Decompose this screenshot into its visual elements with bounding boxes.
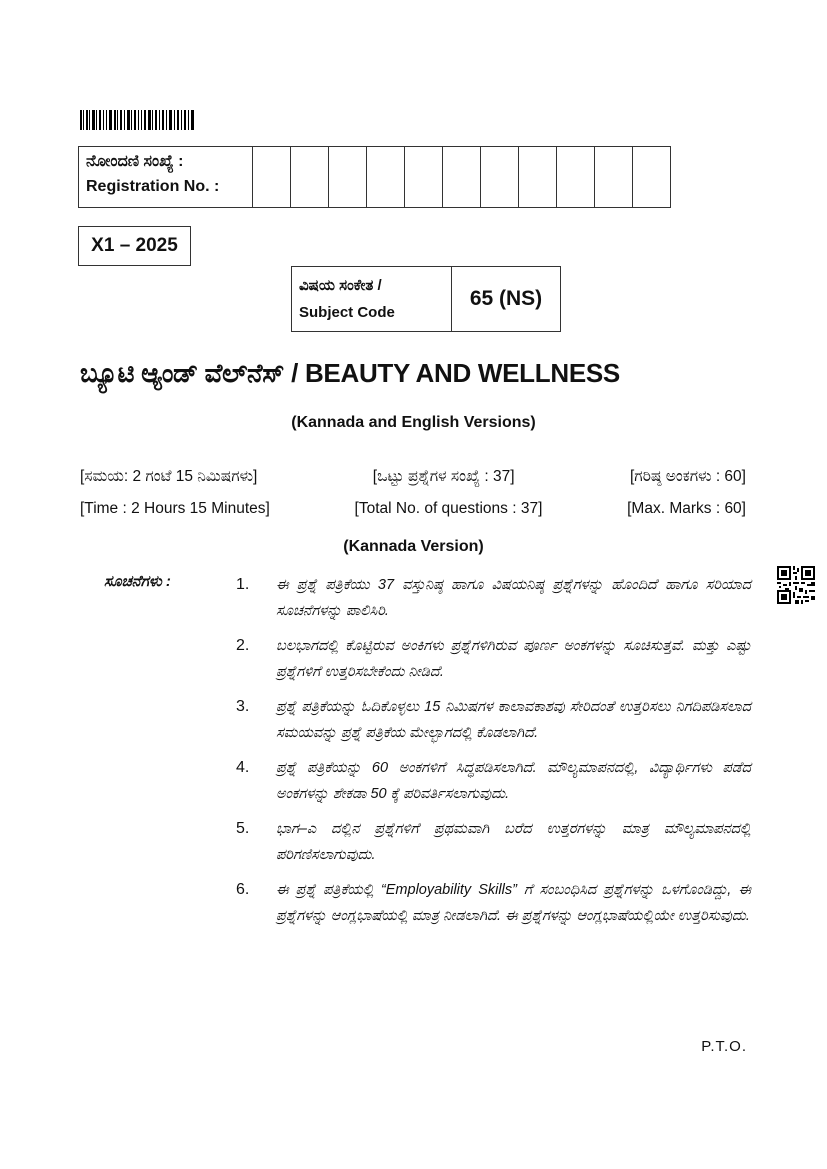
max-marks-english: [Max. Marks : 60] bbox=[627, 500, 746, 517]
instruction-item bbox=[236, 816, 751, 868]
registration-number-grid bbox=[78, 146, 671, 208]
time-english: [Time : 2 Hours 15 Minutes] bbox=[80, 500, 270, 517]
exam-meta-english bbox=[80, 500, 746, 518]
subject-code-label bbox=[292, 267, 452, 332]
registration-digit-box[interactable] bbox=[443, 147, 481, 208]
instruction-number: 3. bbox=[236, 698, 250, 715]
versions-subtitle: (Kannada and English Versions) bbox=[291, 414, 536, 431]
instruction-text: ಬಲಭಾಗದಲ್ಲಿ ಕೊಟ್ಟಿರುವ ಅಂಕಿಗಳು ಪ್ರಶ್ನೆಗಳಿಗಿರುವ ಪೂರ್ಣ ಅಂಕಗಳನ್ನು ಸೂಚಿಸುತ್ತವೆ. ಮತ್ತು ಎಷ್ಟು ಪ್ರಶ್ನೆಗಳಿಗೆ ಉತ್ತರಿಸಬೇಕೆಂದು ನೀಡಿದೆ. bbox=[276, 638, 751, 680]
instruction-item bbox=[236, 877, 751, 929]
subject-code-table bbox=[291, 266, 561, 332]
instruction-number: 1. bbox=[236, 576, 250, 593]
instruction-item bbox=[236, 572, 751, 624]
instruction-number: 5. bbox=[236, 820, 250, 837]
barcode-image bbox=[80, 110, 194, 130]
registration-digit-box[interactable] bbox=[291, 147, 329, 208]
questions-count-kannada: [ಒಟ್ಟು ಪ್ರಶ್ನೆಗಳ ಸಂಖ್ಯೆ : 37] bbox=[372, 468, 515, 485]
instruction-text: ಪ್ರಶ್ನೆ ಪತ್ರಿಕೆಯನ್ನು 60 ಅಂಕಗಳಿಗೆ ಸಿದ್ಧಪಡಿಸಲಾಗಿದೆ. ಮೌಲ್ಯಮಾಪನದಲ್ಲಿ, ವಿದ್ಯಾರ್ಥಿಗಳು ಪಡೆದ ಅಂಕಗಳನ್ನು ಶೇಕಡಾ 50 ಕ್ಕೆ ಪರಿವರ್ತಿಸಲಾಗುವುದು. bbox=[276, 760, 751, 802]
questions-count-english: [Total No. of questions : 37] bbox=[354, 500, 543, 517]
paper-code: X1 – 2025 bbox=[78, 226, 191, 266]
subject-code-label-english: Subject Code bbox=[299, 304, 395, 321]
registration-digit-box[interactable] bbox=[519, 147, 557, 208]
page-title: ಬ್ಯೂಟಿ ಆ್ಯಂಡ್ ವೆಲ್‌ನೆಸ್ / BEAUTY AND WELLNESS bbox=[80, 358, 620, 388]
registration-digit-box[interactable] bbox=[557, 147, 595, 208]
pto-label: P.T.O. bbox=[701, 1038, 747, 1055]
instructions-label: ಸೂಚನೆಗಳು : bbox=[104, 573, 171, 590]
registration-digit-box[interactable] bbox=[595, 147, 633, 208]
instruction-number: 4. bbox=[236, 759, 250, 776]
registration-digit-box[interactable] bbox=[253, 147, 291, 208]
registration-digit-box[interactable] bbox=[367, 147, 405, 208]
registration-label-english: Registration No. : bbox=[86, 178, 220, 195]
registration-digit-box[interactable] bbox=[633, 147, 671, 208]
instruction-text: ಪ್ರಶ್ನೆ ಪತ್ರಿಕೆಯನ್ನು ಓದಿಕೊಳ್ಳಲು 15 ನಿಮಿಷಗಳ ಕಾಲಾವಕಾಶವು ಸೇರಿದಂತೆ ಉತ್ತರಿಸಲು ನಿಗದಿಪಡಿಸಲಾದ ಸಮಯವನ್ನು ಪ್ರಶ್ನೆ ಪತ್ರಿಕೆಯ ಮೇಲ್ಭಾಗದಲ್ಲಿ ಕೊಡಲಾಗಿದೆ. bbox=[276, 699, 751, 741]
instruction-text: ಭಾಗ–ಎ ದಲ್ಲಿನ ಪ್ರಶ್ನೆಗಳಿಗೆ ಪ್ರಥಮವಾಗಿ ಬರೆದ ಉತ್ತರಗಳನ್ನು ಮಾತ್ರ ಮೌಲ್ಯಮಾಪನದಲ್ಲಿ ಪರಿಗಣಿಸಲಾಗುವುದು. bbox=[276, 821, 751, 863]
qr-code-icon bbox=[777, 566, 815, 604]
instruction-item bbox=[236, 694, 751, 746]
time-kannada: [ಸಮಯ: 2 ಗಂಟೆ 15 ನಿಮಿಷಗಳು] bbox=[80, 468, 258, 485]
subject-code-value: 65 (NS) bbox=[452, 267, 561, 332]
instructions-list bbox=[236, 572, 751, 938]
subject-code-label-kannada: ವಿಷಯ ಸಂಕೇತ / bbox=[299, 277, 382, 294]
instruction-item bbox=[236, 755, 751, 807]
max-marks-kannada: [ಗರಿಷ್ಠ ಅಂಕಗಳು : 60] bbox=[630, 468, 746, 485]
registration-label-kannada: ನೋಂದಣಿ ಸಂಖ್ಯೆ : bbox=[86, 153, 184, 170]
instruction-number: 2. bbox=[236, 637, 250, 654]
kannada-version-heading: (Kannada Version) bbox=[343, 538, 484, 555]
instruction-number: 6. bbox=[236, 881, 250, 898]
registration-digit-box[interactable] bbox=[329, 147, 367, 208]
registration-digit-box[interactable] bbox=[481, 147, 519, 208]
instruction-text: ಈ ಪ್ರಶ್ನೆ ಪತ್ರಿಕೆಯು 37 ವಸ್ತುನಿಷ್ಠ ಹಾಗೂ ವಿಷಯನಿಷ್ಠ ಪ್ರಶ್ನೆಗಳನ್ನು ಹೊಂದಿದೆ ಹಾಗೂ ಸರಿಯಾದ ಸೂಚನೆಗಳನ್ನು ಪಾಲಿಸಿರಿ. bbox=[276, 577, 751, 619]
instruction-text: ಈ ಪ್ರಶ್ನೆ ಪತ್ರಿಕೆಯಲ್ಲಿ “Employability Skills” ಗೆ ಸಂಬಂಧಿಸಿದ ಪ್ರಶ್ನೆಗಳನ್ನು ಒಳಗೊಂಡಿದ್ದು, ಈ ಪ್ರಶ್ನೆಗಳನ್ನು ಆಂಗ್ಲಭಾಷೆಯಲ್ಲಿ ಮಾತ್ರ ನೀಡಲಾಗಿದೆ. ಈ ಪ್ರಶ್ನೆಗಳನ್ನು ಆಂಗ್ಲಭಾಷೆಯಲ್ಲಿಯೇ ಉತ್ತರಿಸುವುದು. bbox=[276, 882, 751, 924]
instruction-item bbox=[236, 633, 751, 685]
exam-meta-kannada bbox=[80, 468, 746, 486]
registration-label bbox=[79, 147, 253, 208]
registration-digit-box[interactable] bbox=[405, 147, 443, 208]
